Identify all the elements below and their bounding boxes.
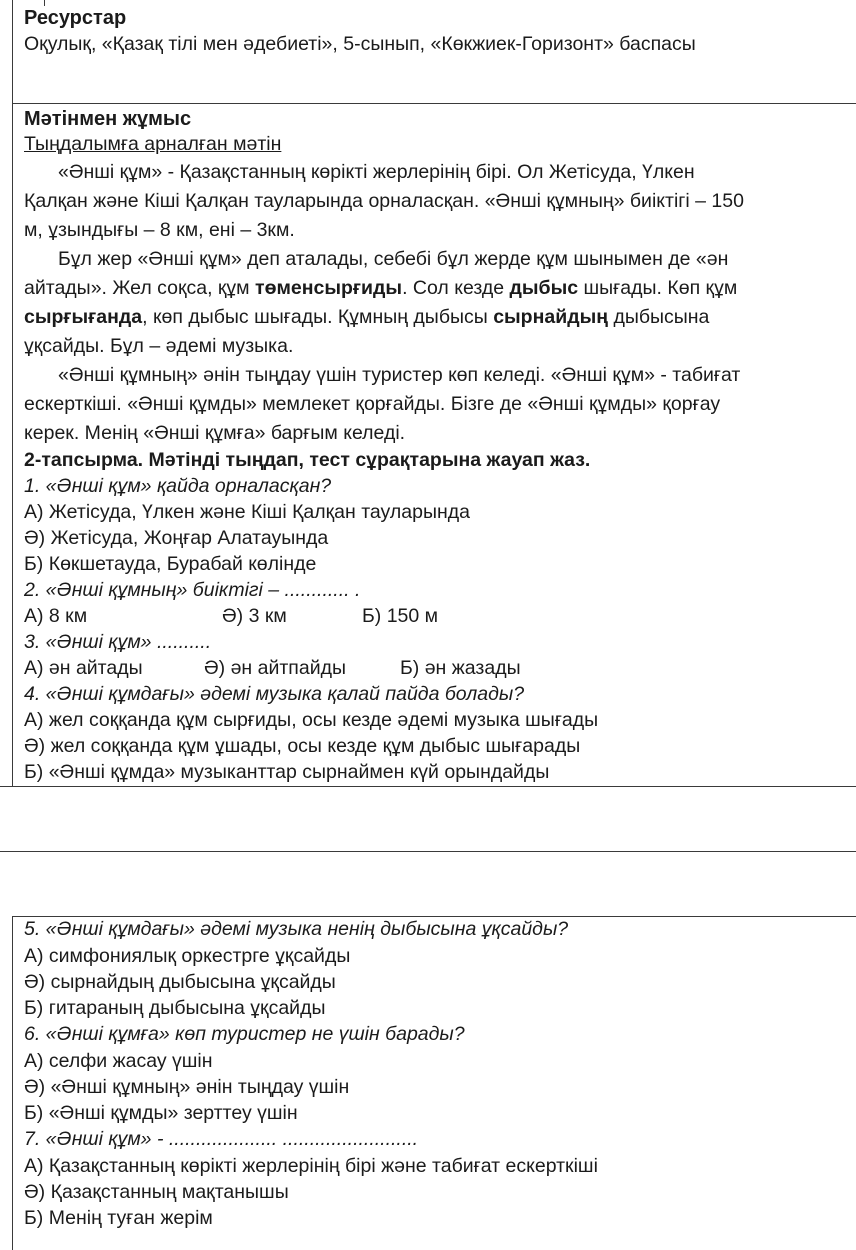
task-instruction: 2-тапсырма. Мәтінді тыңдап, тест сұрақтарына жауап жаз. <box>24 449 591 471</box>
question-7: 7. «Әнші құм» - .................... ......................... <box>24 1128 419 1150</box>
q1-option-b: Б) Көкшетауда, Бурабай көлінде <box>24 553 317 575</box>
paragraph-3-line-3: керек. Менің «Әнші құмға» барғым келеді. <box>24 422 406 444</box>
q7-option-b: Б) Менің туған жерім <box>24 1207 213 1229</box>
question-4: 4. «Әнші құмдағы» әдемі музыка қалай пайда болады? <box>24 683 525 705</box>
question-5: 5. «Әнші құмдағы» әдемі музыка ненің дыбысына ұқсайды? <box>24 918 569 940</box>
q7-option-a: А) Қазақстанның көрікті жерлерінің бірі және табиғат ескерткіші <box>24 1155 598 1177</box>
question-1: 1. «Әнші құм» қайда орналасқан? <box>24 475 332 497</box>
q6-option-ae: Ә) «Әнші құмның» әнін тыңдау үшін <box>24 1076 350 1098</box>
q3-option-b: Б) ән жазады <box>400 657 521 679</box>
q1-option-a: А) Жетісуда, Үлкен және Кіші Қалқан тауларында <box>24 501 470 523</box>
p2-bold-sliding: сырғығанда <box>24 306 143 328</box>
table-bottom-border <box>0 786 856 787</box>
q6-option-a: А) селфи жасау үшін <box>24 1050 213 1072</box>
left-border-bottom <box>12 916 13 1250</box>
q2-option-a: А) 8 км <box>24 605 88 627</box>
paragraph-2-line-4: ұқсайды. Бұл – әдемі музыка. <box>24 335 294 357</box>
listening-subtitle: Тыңдалымға арналған мәтін <box>24 133 282 155</box>
q4-option-b: Б) «Әнші құмда» музыканттар сырнаймен күй орындайды <box>24 761 550 783</box>
q6-option-b: Б) «Әнші құмды» зерттеу үшін <box>24 1102 298 1124</box>
p2-bold-sound: дыбыс <box>509 277 579 299</box>
resources-divider <box>12 103 856 104</box>
resources-title: Ресурстар <box>24 7 127 29</box>
p2-text: шығады. Көп құм <box>578 277 738 299</box>
paragraph-3-line-2: ескерткіші. «Әнші құмды» мемлекет қорғайды. Бізге де «Әнші құмды» қорғау <box>24 393 721 415</box>
p2-bold-slides: төменсырғиды <box>255 277 403 299</box>
resources-text: Оқулық, «Қазақ тілі мен әдебиеті», 5-сынып, «Көкжиек-Горизонт» баспасы <box>24 33 696 55</box>
paragraph-1-line-1: «Әнші құм» - Қазақстанның көрікті жерлерінің бірі. Ол Жетісуда, Үлкен <box>58 161 695 183</box>
q2-options-row <box>24 604 824 628</box>
paragraph-2-line-1: Бұл жер «Әнші құм» деп аталады, себебі бұл жерде құм шынымен де «ән <box>58 248 729 270</box>
question-3: 3. «Әнші құм» .......... <box>24 631 212 653</box>
paragraph-2-line-2 <box>24 276 737 300</box>
paragraph-1-line-2: Қалқан және Кіші Қалқан тауларында орналасқан. «Әнші құмның» биіктігі – 150 <box>24 190 744 212</box>
q3-options-row <box>24 656 824 680</box>
p2-bold-accordion: сырнайдың <box>493 306 609 328</box>
q4-option-ae: Ә) жел соққанда құм ұшады, осы кезде құм дыбыс шығарады <box>24 735 581 757</box>
p2-text: айтады». Жел соқса, құм <box>24 277 256 299</box>
p2-text: , көп дыбыс шығады. Құмның дыбысы <box>142 306 494 328</box>
q2-option-b: Б) 150 м <box>362 605 439 627</box>
paragraph-2-line-3 <box>24 305 709 329</box>
q3-option-ae: Ә) ән айтпайды <box>204 657 346 679</box>
paragraph-1-line-3: м, ұзындығы – 8 км, ені – 3км. <box>24 219 295 241</box>
question-2: 2. «Әнші құмның» биіктігі – ............ . <box>24 579 361 601</box>
q3-option-a: А) ән айтады <box>24 657 143 679</box>
paragraph-3-line-1: «Әнші құмның» әнін тыңдау үшін туристер көп келеді. «Әнші құм» - табиғат <box>58 364 741 386</box>
q5-option-a: А) симфониялық оркестрге ұқсайды <box>24 945 351 967</box>
q5-option-ae: Ә) сырнайдың дыбысына ұқсайды <box>24 971 336 993</box>
q5-option-b: Б) гитараның дыбысына ұқсайды <box>24 997 326 1019</box>
q2-option-ae: Ә) 3 км <box>222 605 287 627</box>
q4-option-a: А) жел соққанда құм сырғиды, осы кезде әдемі музыка шығады <box>24 709 599 731</box>
left-border-top <box>12 0 13 786</box>
work-title: Мәтінмен жұмыс <box>24 108 192 130</box>
p2-text: . Сол кезде <box>402 277 510 299</box>
q7-option-ae: Ә) Қазақстанның мақтанышы <box>24 1181 289 1203</box>
question-6: 6. «Әнші құмға» көп туристер не үшін барады? <box>24 1023 465 1045</box>
p2-text: дыбысына <box>608 306 710 328</box>
q1-option-ae: Ә) Жетісуда, Жоңғар Алатауында <box>24 527 329 549</box>
page-break-line <box>0 851 856 852</box>
